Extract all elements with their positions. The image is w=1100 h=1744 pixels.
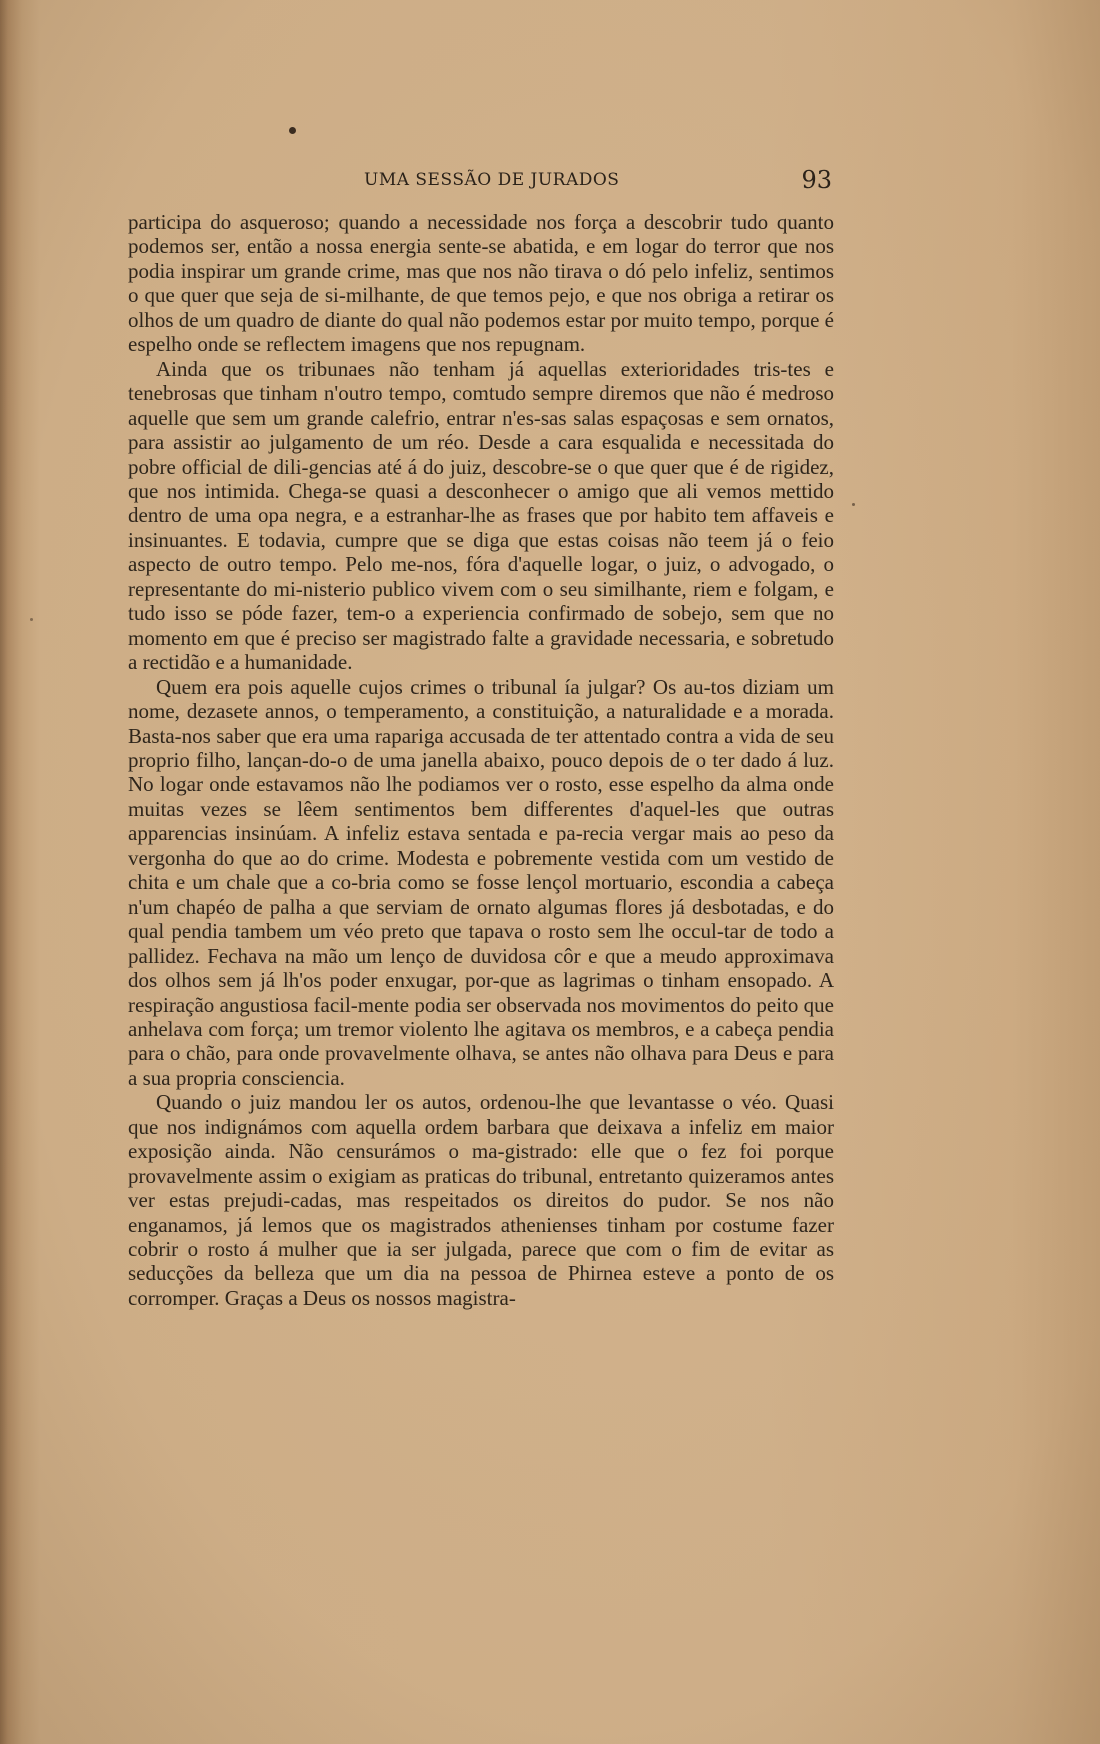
ink-spot: [289, 127, 296, 134]
page-header: [128, 166, 832, 200]
paragraph: Ainda que os tribunaes não tenham já aquellas exterioridades tris-tes e tenebrosas que tinham n'outro tempo, comtudo sempre diremos que não é medroso aquelle que sem um grande calefrio, entrar n'es-sas salas espaçosas e sem ornatos, para assistir ao julgamento de um réo. Desde a cara esqualida e necessitada do pobre official de dili-gencias até á do juiz, descobre-se o que quer que é de rigidez, que nos intimida. Chega-se quasi a desconhecer o amigo que ali vemos mettido dentro de uma opa negra, e a estranhar-lhe as frases que por habito tem affaveis e insinuantes. E todavia, cumpre que se diga que estas coisas não teem já o feio aspecto de outro tempo. Pelo me-nos, fóra d'aquelle logar, o juiz, o advogado, o representante do mi-nisterio publico vivem com o seu similhante, riem e folgam, e tudo isso se póde fazer, tem-o a experiencia confirmado de sobejo, sem que no momento em que é preciso ser magistrado falte a gravidade necessaria, e sobretudo a rectidão e a humanidade.: [128, 356, 834, 675]
body-text: [128, 210, 834, 1310]
paragraph: Quem era pois aquelle cujos crimes o tribunal ía julgar? Os au-tos diziam um nome, dezasete annos, o temperamento, a constituição, a naturalidade e a morada. Basta-nos saber que era uma rapariga accusada de ter attentado contra a vida de seu proprio filho, lançan-do-o de uma janella abaixo, pouco depois de o ter dado á luz. No logar onde estavamos não lhe podiamos ver o rosto, esse espelho da alma onde muitas vezes se lêem sentimentos bem differentes d'aquel-les que outras apparencias insinúam. A infeliz estava sentada e pa-recia vergar mais ao peso da vergonha do que ao do crime. Modesta e pobremente vestida com um vestido de chita e um chale que a co-bria como se fosse lençol mortuario, escondia a cabeça n'um chapéo de palha a que serviam de ornato algumas flores já desbotadas, e do qual pendia tambem um véo preto que tapava o rosto sem lhe occul-tar de todo a pallidez. Fechava na mão um lenço de duvidosa côr e que a meudo approximava dos olhos sem já lh'os poder enxugar, por-que as lagrimas o tinham ensopado. A respiração angustiosa facil-mente podia ser observada nos movimentos do peito que anhelava com força; um tremor violento lhe agitava os membros, e a cabeça pendia para o chão, para onde provavelmente olhava, se antes não olhava para Deus e para a sua propria consciencia.: [128, 674, 834, 1090]
ink-spot: [30, 618, 33, 621]
page-number: 93: [801, 166, 832, 194]
running-title: UMA SESSÃO DE JURADOS: [364, 170, 620, 190]
ink-spot: [852, 503, 855, 506]
paragraph: participa do asqueroso; quando a necessidade nos força a descobrir tudo quanto podemos ser, então a nossa energia sente-se abatida, e em logar do terror que nos podia inspirar um grande crime, mas que nos não tirava o dó pelo infeliz, sentimos o que quer que seja de si-milhante, de que temos pejo, e que nos obriga a retirar os olhos de um quadro de diante do qual não podemos estar por muito tempo, porque é espelho onde se reflectem imagens que nos repugnam.: [128, 210, 834, 357]
paragraph: Quando o juiz mandou ler os autos, ordenou-lhe que levantasse o véo. Quasi que nos indignámos com aquella ordem barbara que deixava a infeliz em maior exposição ainda. Não censurámos o ma-gistrado: elle que o fez foi porque provavelmente assim o exigiam as praticas do tribunal, entretanto quizeramos antes ver estas prejudi-cadas, mas respeitados os direitos do pudor. Se nos não enganamos, já lemos que os magistrados athenienses tinham por costume fazer cobrir o rosto á mulher que ia ser julgada, parece que com o fim de evitar as seducções da belleza que um dia na pessoa de Phirnea esteve a ponto de os corromper. Graças a Deus os nossos magistra-: [128, 1090, 834, 1310]
